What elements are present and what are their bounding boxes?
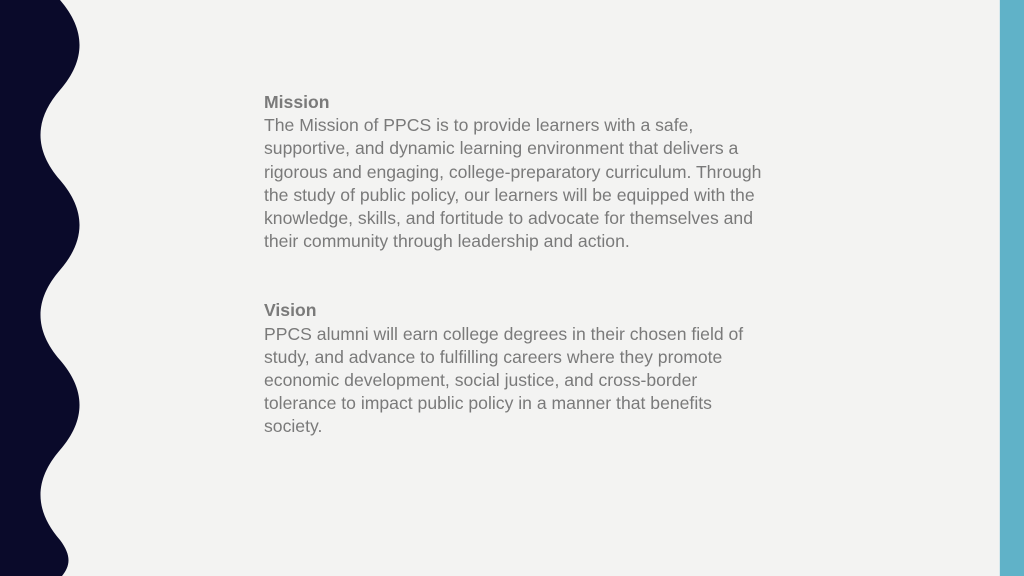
mission-heading: Mission xyxy=(264,92,330,112)
vision-text: PPCS alumni will earn college degrees in their chosen field of study, and advance to fulfilling careers where they promote economic development, social justice, and cross-border tolerance to impact public policy in a manner that benefits society. xyxy=(264,323,744,437)
vision-heading: Vision xyxy=(264,300,317,321)
vision-section xyxy=(264,299,774,438)
slide-content xyxy=(264,91,774,439)
mission-text: The Mission of PPCS is to provide learners with a safe, supportive, and dynamic learning environment that delivers a rigorous and engaging, college-preparatory curriculum. Through the study of public policy, our learners will be equipped with the knowledge, skills, and fortitude to advocate for themselves and their community through leadership and action. xyxy=(264,115,762,252)
left-wave-decoration xyxy=(0,0,80,576)
mission-section xyxy=(264,91,774,253)
right-accent-band xyxy=(1000,0,1024,576)
section-spacer xyxy=(264,253,774,299)
